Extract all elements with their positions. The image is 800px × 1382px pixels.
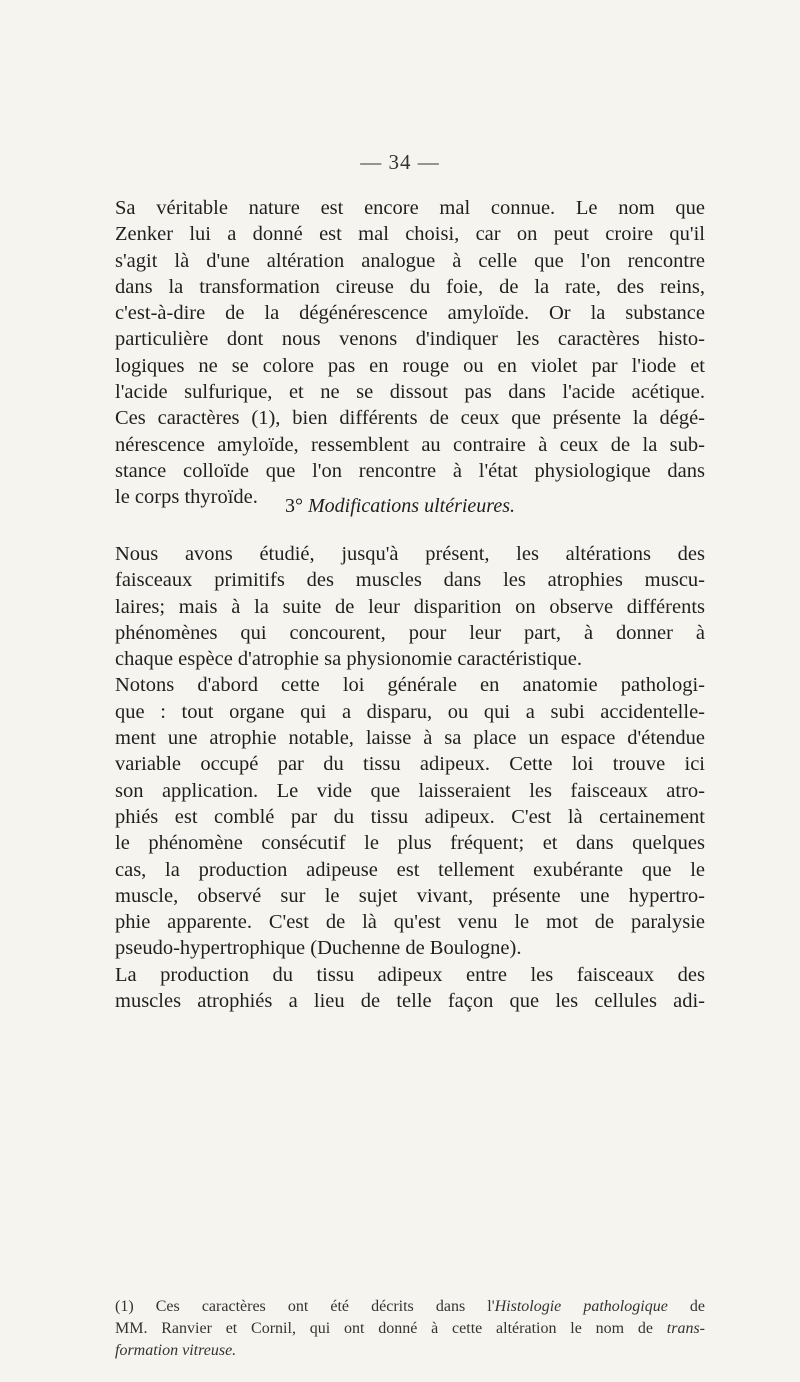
footnote-line [115, 1318, 705, 1340]
footnote-text: MM. Ranvier et Cornil, qui ont donné à cette altération le nom de [115, 1320, 653, 1337]
text-line: cas, la production adipeuse est tellement exubérante que le [115, 858, 705, 881]
section-number: 3° [284, 495, 303, 517]
text-line: le phénomène consécutif le plus fréquent; et dans quelques [115, 832, 705, 855]
text-line: le corps thyroïde. [115, 486, 258, 509]
text-line: nérescence amyloïde, ressemblent au contraire à ceux de la sub- [115, 433, 705, 456]
footnote-italic: trans- [666, 1320, 706, 1337]
text-line: Zenker lui a donné est mal choisi, car on peut croire qu'il [115, 223, 705, 246]
text-line: phie apparente. C'est de là qu'est venu le mot de paralysie [115, 911, 705, 934]
section-title: Modifications ultérieures. [307, 495, 515, 517]
text-line: La production du tissu adipeux entre les faisceaux des [115, 963, 705, 986]
footnote-text: de [667, 1298, 706, 1315]
text-line: muscle, observé sur le sujet vivant, présente une hypertro- [115, 884, 705, 907]
paragraph-1 [115, 195, 705, 511]
text-line: faisceaux primitifs des muscles dans les atrophies muscu- [115, 569, 705, 592]
text-line: phénomènes qui concourent, pour leur part, à donner à [115, 621, 705, 644]
text-line: Nous avons étudié, jusqu'à présent, les altérations des [115, 543, 705, 565]
text-line: dans la transformation cireuse du foie, de la rate, des reins, [115, 275, 705, 298]
text-line: particulière dont nous venons d'indiquer les caractères histo- [115, 328, 705, 351]
text-line: pseudo-hypertrophique (Duchenne de Boulogne). [115, 937, 522, 960]
text-line: muscles atrophiés a lieu de telle façon que les cellules adi- [115, 990, 705, 1013]
page-number: — 34 — [360, 150, 440, 174]
text-line: que : tout organe qui a disparu, ou qui a subi accidentelle- [115, 700, 705, 723]
text-line: Sa véritable nature est encore mal connue. Le nom que [115, 197, 705, 219]
footnote [115, 1296, 705, 1362]
text-line: l'acide sulfurique, et ne se dissout pas dans l'acide acétique. [115, 381, 705, 404]
footnote-line [115, 1296, 705, 1318]
text-line: phiés est comblé par du tissu adipeux. C'est là certainement [115, 805, 705, 828]
section-heading [0, 495, 800, 518]
footnote-italic: Histologie pathologique [494, 1298, 668, 1315]
text-line: c'est-à-dire de la dégénérescence amyloïde. Or la substance [115, 302, 705, 325]
text-line: son application. Le vide que laisseraient les faisceaux atro- [115, 779, 705, 802]
text-line: Notons d'abord cette loi générale en anatomie pathologi- [115, 674, 705, 697]
footnote-line [115, 1340, 705, 1362]
text-line: Ces caractères (1), bien différents de ceux que présente la dégé- [115, 407, 705, 430]
text-line: ment une atrophie notable, laisse à sa place un espace d'étendue [115, 727, 705, 750]
text-line: s'agit là d'une altération analogue à celle que l'on rencontre [115, 249, 705, 272]
text-line: chaque espèce d'atrophie sa physionomie caractéristique. [115, 648, 583, 671]
text-line: logiques ne se colore pas en rouge ou en violet par l'iode et [115, 354, 705, 377]
text-line: stance colloïde que l'on rencontre à l'état physiologique dans [115, 459, 705, 482]
footnote-text: (1) Ces caractères ont été décrits dans l' [115, 1298, 495, 1315]
footnote-italic: formation vitreuse. [115, 1342, 237, 1359]
text-line: laires; mais à la suite de leur disparition on observe différents [115, 595, 705, 618]
text-line: variable occupé par du tissu adipeux. Cette loi trouve ici [115, 753, 705, 776]
paragraph-2 [115, 541, 705, 1014]
